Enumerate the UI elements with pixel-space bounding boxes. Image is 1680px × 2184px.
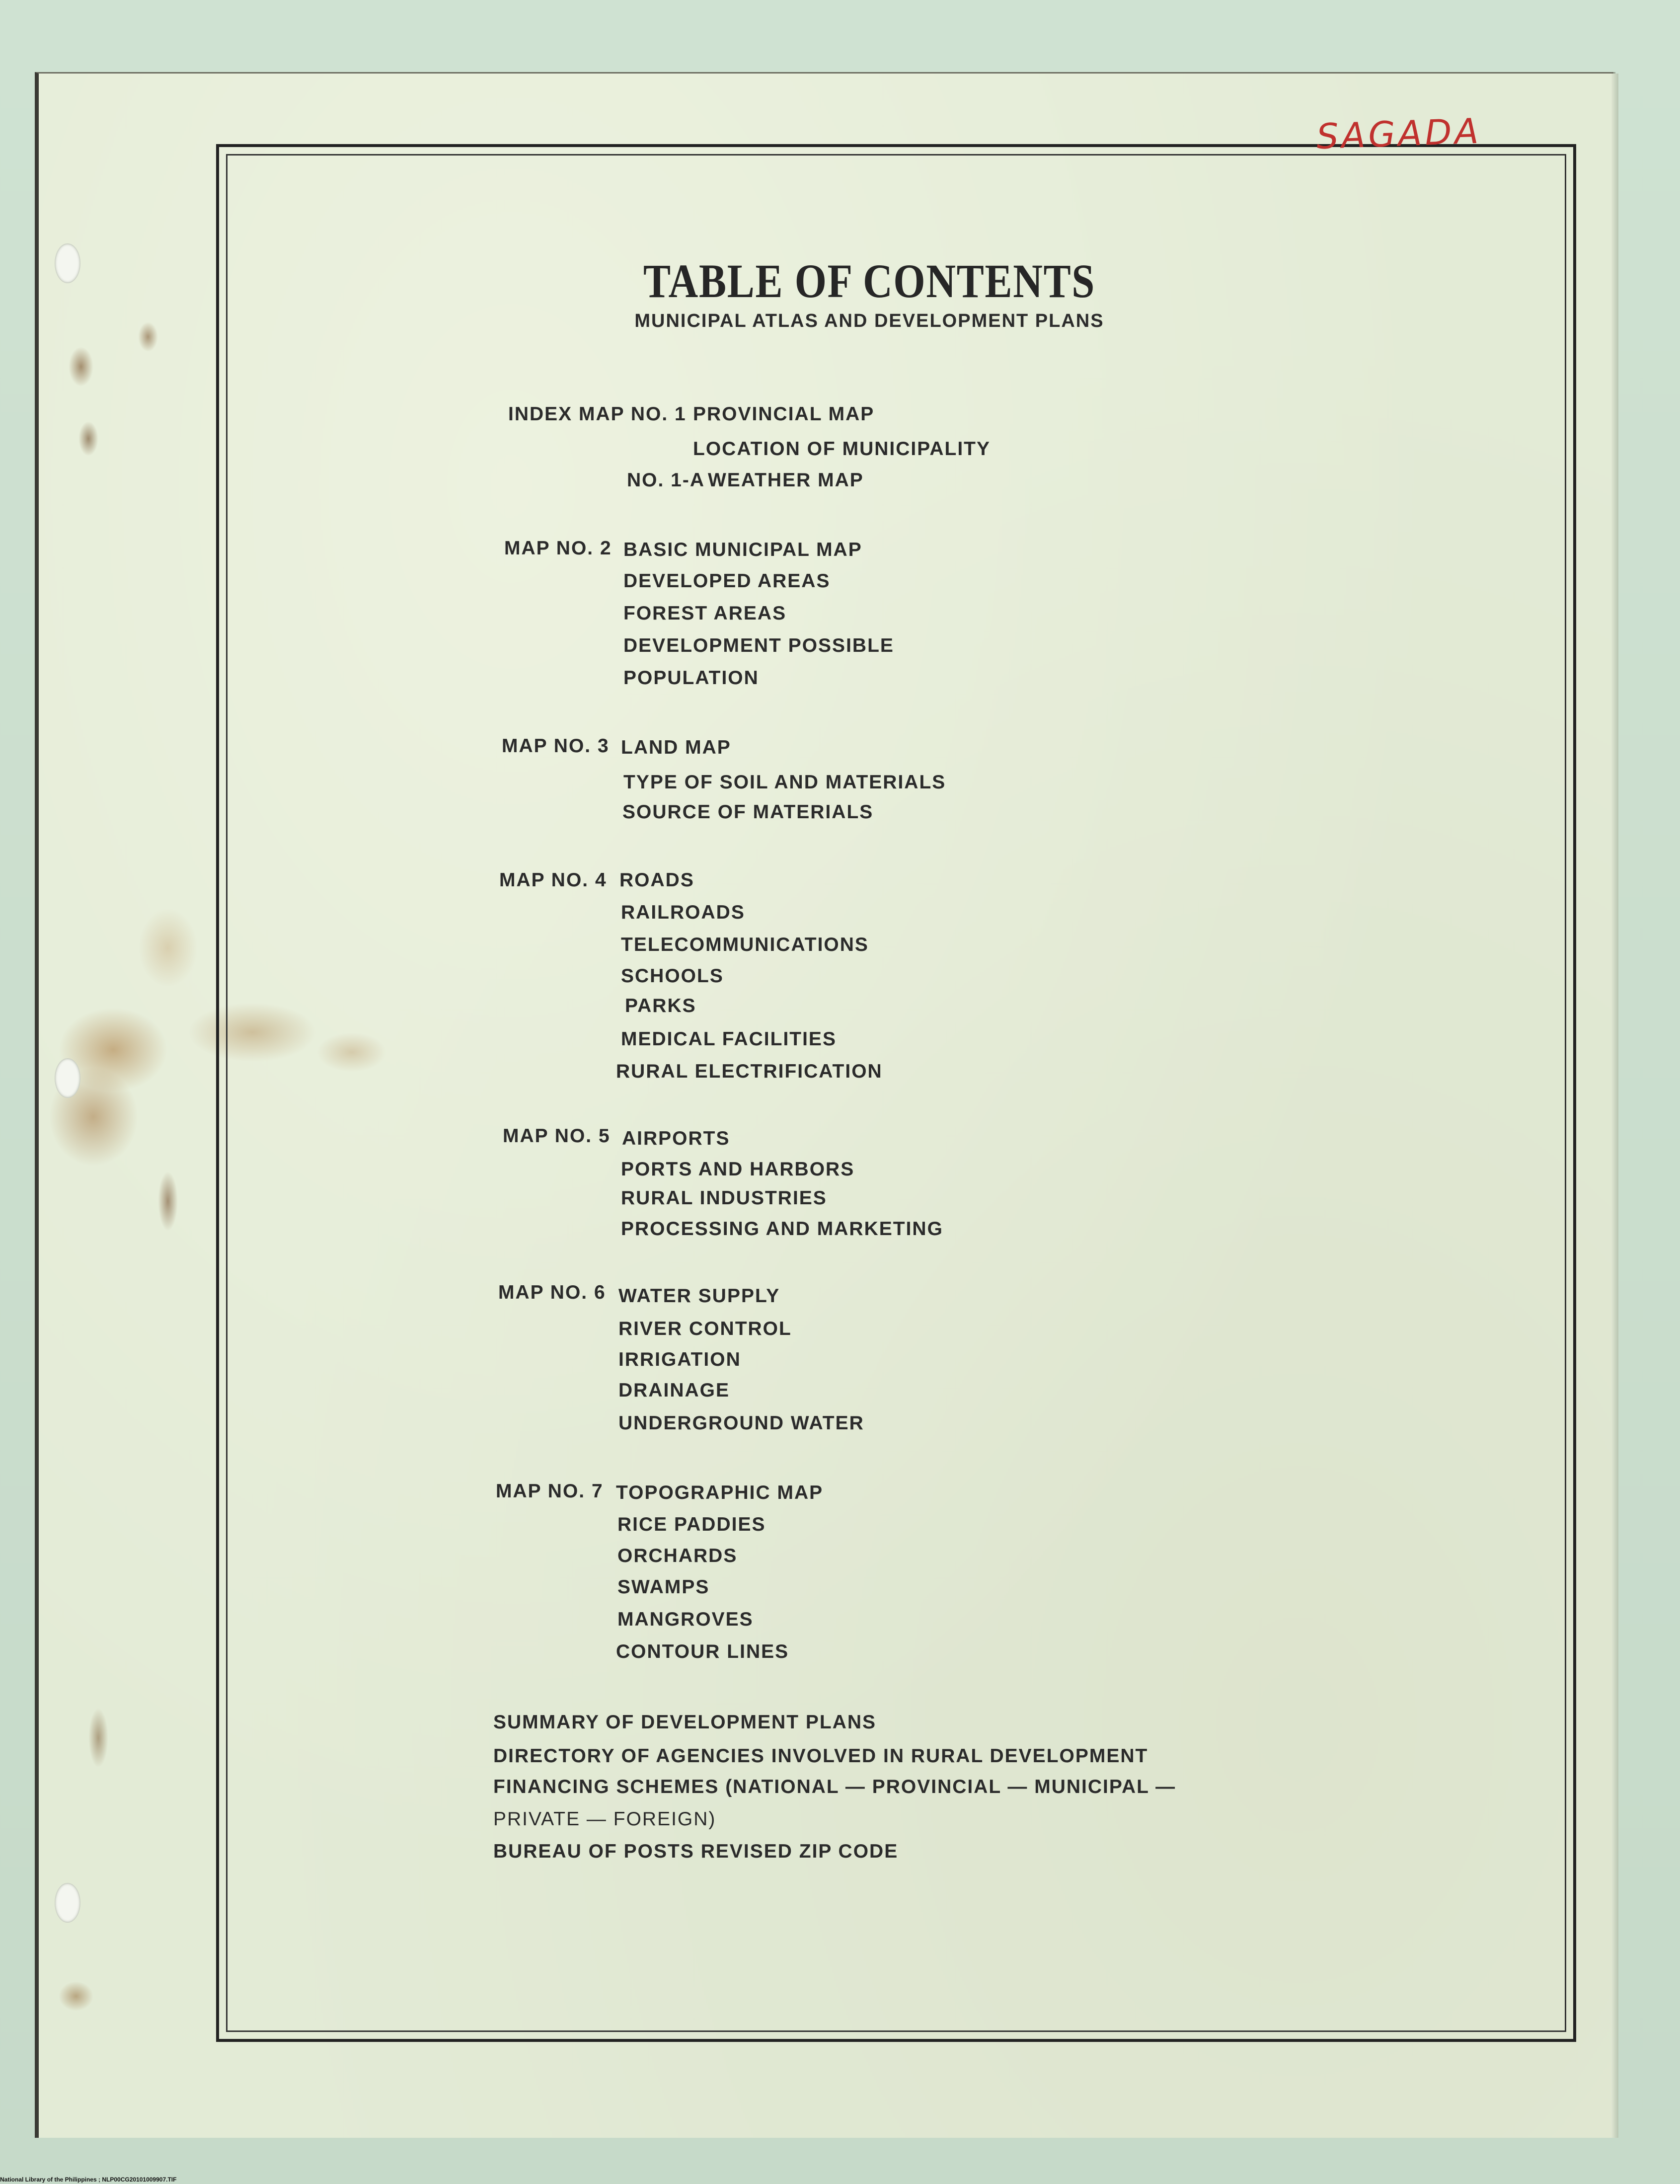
toc-entry: PROVINCIAL MAP [693,403,875,425]
toc-entry: DRAINAGE [618,1380,730,1401]
toc-entry: CONTOUR LINES [616,1641,789,1662]
punch-hole [55,1883,80,1923]
toc-extra-entry: DIRECTORY OF AGENCIES INVOLVED IN RURAL DEVELOPMENT [493,1745,1148,1767]
toc-entry: RIVER CONTROL [618,1318,792,1339]
foxing-stain [138,908,198,988]
page-title: TABLE OF CONTENTS [643,254,1096,308]
toc-entry: RICE PADDIES [617,1514,766,1535]
toc-entry: RAILROADS [621,902,745,923]
toc-entry: MEDICAL FACILITIES [621,1028,837,1050]
map-label: MAP NO. 5 [503,1125,611,1147]
index-map-sub-label: NO. 1-A [627,469,705,491]
foxing-stain [69,347,93,387]
toc-entry: RURAL INDUSTRIES [621,1187,827,1209]
toc-entry: AIRPORTS [622,1128,730,1149]
toc-entry: DEVELOPED AREAS [623,570,831,592]
toc-entry: LOCATION OF MUNICIPALITY [693,438,991,460]
toc-entry: FOREST AREAS [623,603,787,624]
foxing-stain [158,1171,178,1231]
toc-entry: PARKS [625,995,696,1016]
foxing-stain [138,322,158,352]
toc-entry: PROCESSING AND MARKETING [621,1218,943,1240]
toc-entry: POPULATION [623,667,759,689]
toc-extra-entry: BUREAU OF POSTS REVISED ZIP CODE [493,1841,899,1862]
toc-entry: PORTS AND HARBORS [621,1159,855,1180]
map-label: MAP NO. 2 [504,538,612,559]
foxing-stain [88,1708,108,1768]
toc-entry: MANGROVES [617,1609,754,1630]
punch-hole [55,1058,80,1098]
toc-extra-entry: SUMMARY OF DEVELOPMENT PLANS [493,1712,877,1733]
toc-entry: ROADS [619,869,694,891]
map-label: MAP NO. 7 [496,1481,604,1502]
toc-entry: RURAL ELECTRIFICATION [616,1061,883,1082]
toc-entry: TOPOGRAPHIC MAP [616,1482,824,1503]
toc-entry: LAND MAP [621,737,731,758]
foxing-stain [78,421,98,456]
toc-entry: TELECOMMUNICATIONS [621,934,869,955]
toc-entry: UNDERGROUND WATER [618,1412,864,1434]
toc-entry: ORCHARDS [617,1545,738,1566]
toc-entry: SCHOOLS [621,965,724,987]
toc-entry: TYPE OF SOIL AND MATERIALS [623,772,946,793]
handwritten-note: SAGADA [1315,110,1482,157]
page-subtitle: MUNICIPAL ATLAS AND DEVELOPMENT PLANS [634,311,1104,331]
index-map-label: INDEX MAP NO. 1 [508,403,687,425]
toc-entry: WATER SUPPLY [618,1285,780,1307]
map-label: MAP NO. 6 [498,1282,606,1303]
scan-footer: National Library of the Philippines ; NLP00CG20101009907.TIF [0,2176,177,2183]
toc-entry: DEVELOPMENT POSSIBLE [623,635,894,656]
toc-extra-entry: PRIVATE — FOREIGN) [493,1808,716,1830]
punch-hole [55,243,80,283]
toc-extra-entry: FINANCING SCHEMES (NATIONAL — PROVINCIAL — MUNICIPAL — [493,1776,1176,1797]
toc-entry: WEATHER MAP [708,469,864,491]
toc-entry: SOURCE OF MATERIALS [622,801,874,823]
foxing-stain [59,1981,93,2011]
toc-entry: SWAMPS [617,1576,710,1598]
map-label: MAP NO. 3 [502,735,610,757]
toc-entry: BASIC MUNICIPAL MAP [623,539,862,560]
map-label: MAP NO. 4 [499,869,607,891]
toc-entry: IRRIGATION [618,1349,741,1370]
